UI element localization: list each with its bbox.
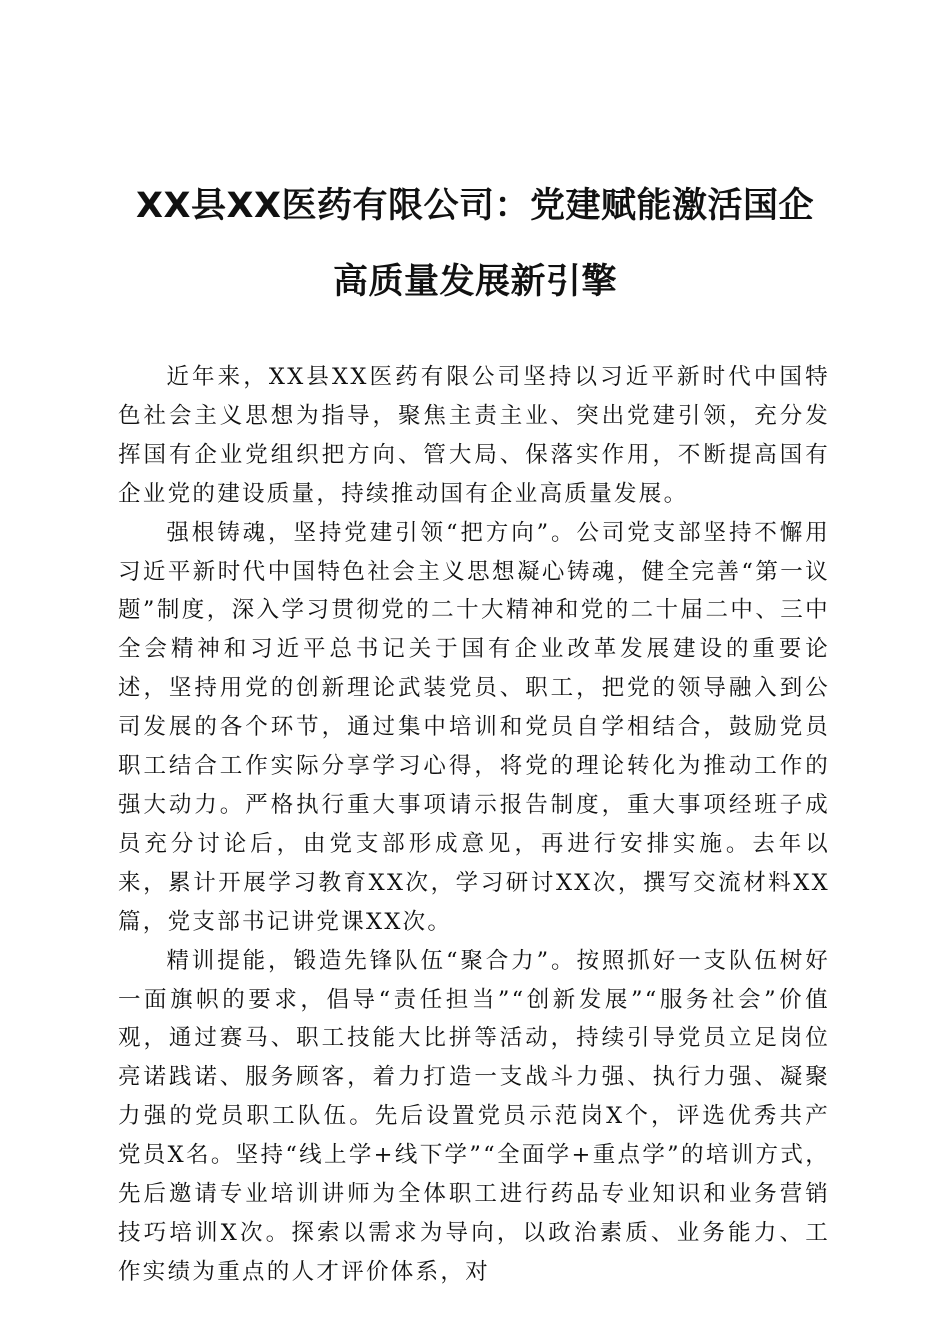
paragraph-intro: 近年来，XX县XX医药有限公司坚持以习近平新时代中国特色社会主义思想为指导，聚焦主责主业、突出党建引领，充分发挥国有企业党组织把方向、管大局、保落实作用，不断提高国有企业党的建设质量，持续推动国有企业高质量发展。: [118, 364, 830, 507]
paragraph-training: 精训提能，锻造先锋队伍“聚合力”。按照抓好一支队伍树好一面旗帜的要求，倡导“责任担当”“创新发展”“服务社会”价值观，通过赛马、职工技能大比拼等活动，持续引导党员立足岗位亮诺践诺、服务顾客，着力打造一支战斗力强、执行力强、凝聚力强的党员职工队伍。先后设置党员示范岗X个，评选优秀共产党员X名。坚持“线上学+线下学”“全面学+重点学”的培训方式，先后邀请专业培训讲师为全体职工进行药品专业知识和业务营销技巧培训X次。探索以需求为导向，以政治素质、业务能力、工作实绩为重点的人才评价体系，对: [118, 947, 830, 1285]
document-body: [118, 358, 830, 1292]
document-title: [100, 168, 850, 320]
paragraph-party-building: 强根铸魂，坚持党建引领“把方向”。公司党支部坚持不懈用习近平新时代中国特色社会主义思想凝心铸魂，健全完善“第一议题”制度，深入学习贯彻党的二十大精神和党的二十届二中、三中全会精神和习近平总书记关于国有企业改革发展建设的重要论述，坚持用党的创新理论武装党员、职工，把党的领导融入到公司发展的各个环节，通过集中培训和党员自学相结合，鼓励党员职工结合工作实际分享学习心得，将党的理论转化为推动工作的强大动力。严格执行重大事项请示报告制度，重大事项经班子成员充分讨论后，由党支部形成意见，再进行安排实施。去年以来，累计开展学习教育XX次，学习研讨XX次，撰写交流材料XX篇，党支部书记讲党课XX次。: [118, 519, 830, 935]
title-line-2: 高质量发展新引擎: [332, 262, 617, 302]
title-line-1: XX县XX医药有限公司：党建赋能激活国企: [136, 186, 814, 226]
